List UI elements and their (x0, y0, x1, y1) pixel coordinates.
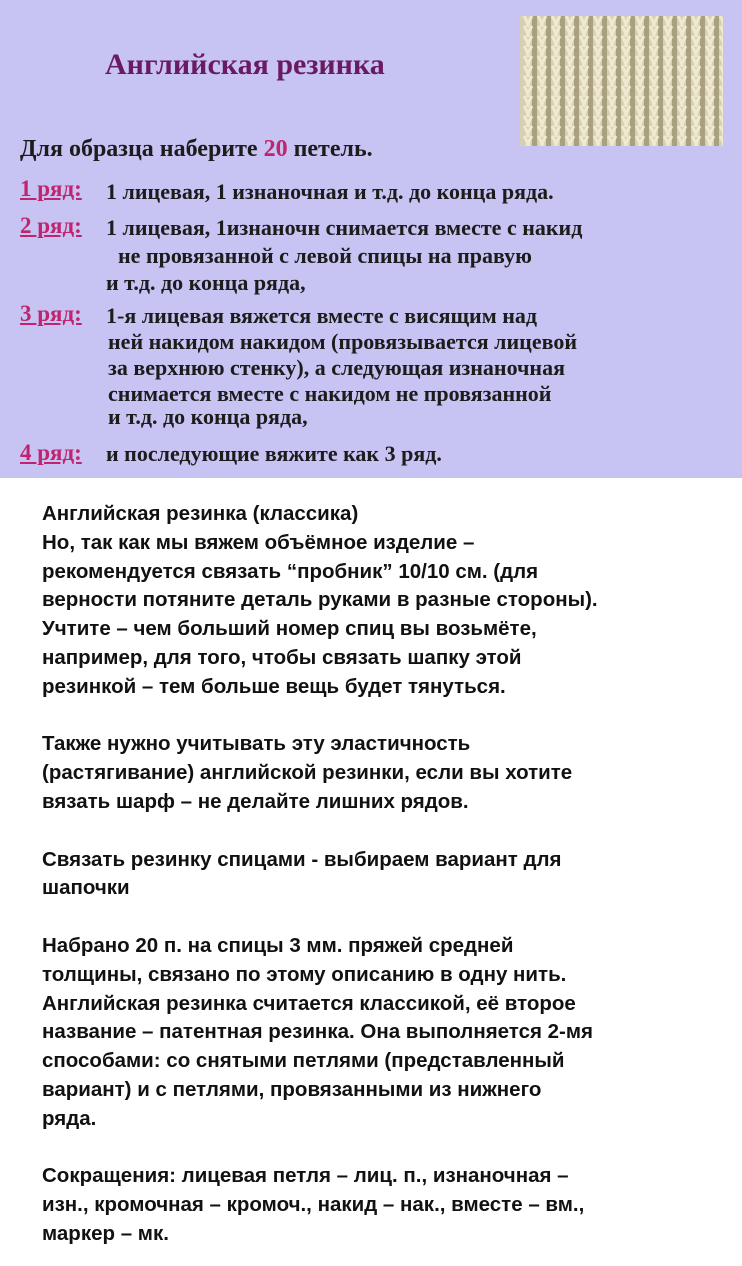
intro-text-end: петель. (293, 136, 373, 162)
text-line: способами: со снятыми петлями (представленный (42, 1049, 565, 1073)
text-line: вязать шарф – не делайте лишних рядов. (42, 789, 469, 813)
text-line: Но, так как мы вяжем объёмное изделие – (42, 530, 475, 554)
text-line: изн., кромочная – кромоч., накид – нак., вместе – вм., (42, 1193, 585, 1217)
text-line: например, для того, чтобы связать шапку этой (42, 645, 522, 669)
knitted-swatch-image (520, 16, 723, 146)
intro-line (20, 136, 373, 163)
text-line: верности потяните деталь руками в разные стороны). (42, 588, 598, 612)
row-1-line-1: 1 лицевая, 1 изнаночная и т.д. до конца ряда. (106, 179, 554, 204)
row-2-line-3: и т.д. до конца ряда, (106, 270, 306, 295)
text-line: Набрано 20 п. на спицы 3 мм. пряжей средней (42, 933, 514, 957)
row-3-label: 3 ряд: (20, 301, 82, 326)
row-3-line-2: ней накидом накидом (провязывается лицевой (108, 329, 578, 354)
text-line: Английская резинка считается классикой, её второе (42, 991, 576, 1015)
paragraph-5 (42, 1162, 732, 1248)
paragraph-2 (42, 730, 732, 816)
row-1-label: 1 ряд: (20, 176, 82, 201)
text-line: рекомендуется связать “пробник” 10/10 см. (для (42, 559, 539, 583)
instruction-card (0, 0, 742, 478)
text-line: вариант) и с петлями, провязанными из нижнего (42, 1077, 542, 1101)
row-2-line-1: 1 лицевая, 1изнаночн снимается вместе с накид (106, 215, 583, 240)
row-3-line-1: 1-я лицевая вяжется вместе с висящим над (106, 303, 538, 328)
page-title: Английская резинка (105, 48, 385, 81)
stitch-count: 20 (263, 136, 288, 162)
paragraph-gap (42, 817, 732, 846)
article-body (42, 500, 732, 1249)
row-4-label: 4 ряд: (20, 440, 82, 465)
row-4-line-1: и последующие вяжите как 3 ряд. (106, 441, 442, 466)
paragraph-gap (42, 702, 732, 731)
text-line: Сокращения: лицевая петля – лиц. п., изнаночная – (42, 1164, 569, 1188)
rib-texture-graphic (520, 16, 723, 146)
text-line: ряда. (42, 1106, 97, 1130)
row-3-line-5: и т.д. до конца ряда, (108, 404, 308, 429)
text-line: толщины, связано по этому описанию в одну нить. (42, 962, 567, 986)
paragraph-gap (42, 1134, 732, 1163)
text-line: Учтите – чем больший номер спиц вы возьмёте, (42, 617, 537, 641)
paragraph-gap (42, 903, 732, 932)
paragraph-3 (42, 846, 732, 904)
text-line: название – патентная резинка. Она выполняется 2-мя (42, 1020, 593, 1044)
text-line: резинкой – тем больше вещь будет тянуться. (42, 674, 506, 698)
row-2-label: 2 ряд: (20, 213, 82, 238)
paragraph-4 (42, 932, 732, 1134)
article-heading: Английская резинка (классика) (42, 502, 359, 525)
text-line: Связать резинку спицами - выбираем вариант для (42, 847, 562, 871)
text-line: маркер – мк. (42, 1221, 169, 1245)
paragraph-1 (42, 500, 732, 702)
row-3-line-4: снимается вместе с накидом не провязанной (108, 381, 552, 406)
text-line: (растягивание) английской резинки, если вы хотите (42, 761, 573, 785)
row-2-line-2: не провязанной с левой спицы на правую (118, 243, 532, 268)
row-3-line-3: за верхнюю стенку), а следующая изнаночная (108, 355, 566, 380)
text-line: Также нужно учитывать эту эластичность (42, 732, 471, 756)
text-line: шапочки (42, 876, 130, 900)
intro-text: Для образца наберите (20, 136, 258, 162)
